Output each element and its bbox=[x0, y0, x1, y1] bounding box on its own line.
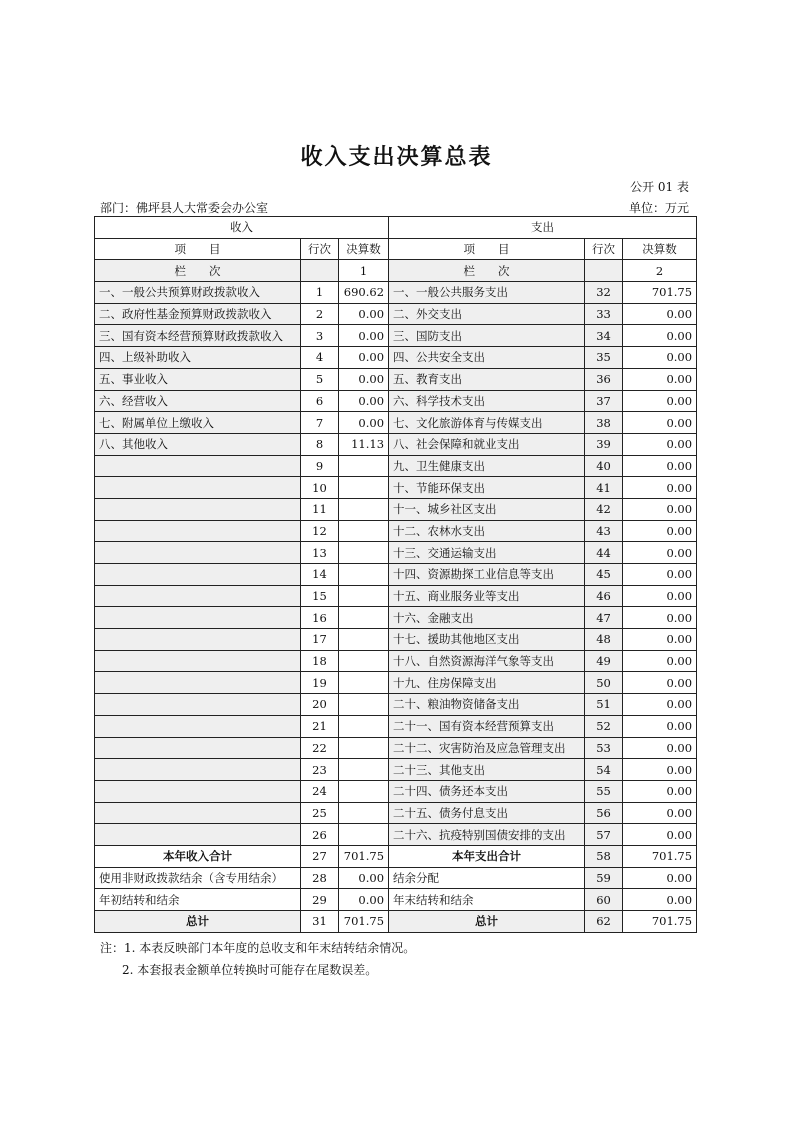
table-row bbox=[95, 477, 697, 499]
expense-row-number: 53 bbox=[585, 737, 623, 759]
expense-amount: 0.00 bbox=[623, 629, 697, 651]
grand-income-total-label: 总计 bbox=[95, 911, 301, 933]
income-amount bbox=[339, 477, 389, 499]
income-item-name: 一、一般公共预算财政拨款收入 bbox=[95, 282, 301, 304]
income-amount bbox=[339, 780, 389, 802]
expense-row-number: 34 bbox=[585, 325, 623, 347]
expense-row-number: 52 bbox=[585, 715, 623, 737]
income-amount bbox=[339, 759, 389, 781]
nonfiscal-value: 0.00 bbox=[339, 867, 389, 889]
income-item-name bbox=[95, 455, 301, 477]
table-row bbox=[95, 650, 697, 672]
expense-item-name: 三、国防支出 bbox=[389, 325, 585, 347]
table-row bbox=[95, 737, 697, 759]
income-item-name bbox=[95, 585, 301, 607]
expense-item-name: 七、文化旅游体育与传媒支出 bbox=[389, 412, 585, 434]
expense-amount: 0.00 bbox=[623, 564, 697, 586]
expense-row-number: 54 bbox=[585, 759, 623, 781]
expense-item-header: 项 目 bbox=[389, 238, 585, 260]
expense-item-name: 十五、商业服务业等支出 bbox=[389, 585, 585, 607]
expense-amount: 0.00 bbox=[623, 824, 697, 846]
expense-amount: 0.00 bbox=[623, 715, 697, 737]
table-row bbox=[95, 629, 697, 651]
expense-amount: 0.00 bbox=[623, 585, 697, 607]
income-row-number: 14 bbox=[301, 564, 339, 586]
income-item-name bbox=[95, 737, 301, 759]
expense-amount: 0.00 bbox=[623, 650, 697, 672]
income-row-number: 18 bbox=[301, 650, 339, 672]
income-row-number: 20 bbox=[301, 694, 339, 716]
expense-item-name: 十一、城乡社区支出 bbox=[389, 498, 585, 520]
expense-rowno-header: 行次 bbox=[585, 238, 623, 260]
expense-amount: 0.00 bbox=[623, 498, 697, 520]
income-row-number: 10 bbox=[301, 477, 339, 499]
income-row-number: 8 bbox=[301, 433, 339, 455]
income-item-name bbox=[95, 629, 301, 651]
expense-row-number: 47 bbox=[585, 607, 623, 629]
expense-row-number: 42 bbox=[585, 498, 623, 520]
surplus-allocation-value: 0.00 bbox=[623, 867, 697, 889]
expense-section-header: 支出 bbox=[389, 217, 697, 239]
expense-amount: 0.00 bbox=[623, 390, 697, 412]
ending-balance-value: 0.00 bbox=[623, 889, 697, 911]
income-row-number: 13 bbox=[301, 542, 339, 564]
income-row-number: 4 bbox=[301, 347, 339, 369]
expense-item-name: 八、社会保障和就业支出 bbox=[389, 433, 585, 455]
grand-expense-total-rowno: 62 bbox=[585, 911, 623, 933]
income-row-number: 7 bbox=[301, 412, 339, 434]
income-item-name bbox=[95, 780, 301, 802]
expense-row-number: 38 bbox=[585, 412, 623, 434]
expense-row-number: 36 bbox=[585, 368, 623, 390]
beginning-balance-value: 0.00 bbox=[339, 889, 389, 911]
income-row-number: 26 bbox=[301, 824, 339, 846]
income-section-header: 收入 bbox=[95, 217, 389, 239]
table-row bbox=[95, 390, 697, 412]
nonfiscal-label: 使用非财政拨款结余（含专用结余） bbox=[95, 867, 301, 889]
table-row bbox=[95, 759, 697, 781]
expense-item-name: 十四、资源勘探工业信息等支出 bbox=[389, 564, 585, 586]
income-row-number: 5 bbox=[301, 368, 339, 390]
income-item-name: 六、经营收入 bbox=[95, 390, 301, 412]
expense-amount: 0.00 bbox=[623, 477, 697, 499]
income-row-number: 21 bbox=[301, 715, 339, 737]
table-row bbox=[95, 824, 697, 846]
table-row bbox=[95, 368, 697, 390]
income-amount bbox=[339, 520, 389, 542]
income-item-name: 三、国有资本经营预算财政拨款收入 bbox=[95, 325, 301, 347]
expense-row-number: 41 bbox=[585, 477, 623, 499]
income-item-name bbox=[95, 520, 301, 542]
expense-item-name: 十八、自然资源海洋气象等支出 bbox=[389, 650, 585, 672]
expense-amount: 0.00 bbox=[623, 412, 697, 434]
income-row-number: 12 bbox=[301, 520, 339, 542]
table-row bbox=[95, 585, 697, 607]
income-item-name bbox=[95, 672, 301, 694]
expense-item-name: 四、公共安全支出 bbox=[389, 347, 585, 369]
income-item-name bbox=[95, 759, 301, 781]
income-item-name bbox=[95, 542, 301, 564]
carryover-row bbox=[95, 889, 697, 911]
income-amount bbox=[339, 737, 389, 759]
expense-column-label: 栏 次 bbox=[389, 260, 585, 282]
table-row bbox=[95, 802, 697, 824]
expense-item-name: 十七、援助其他地区支出 bbox=[389, 629, 585, 651]
footnote-2: 2. 本套报表金额单位转换时可能存在尾数误差。 bbox=[122, 963, 378, 977]
ending-balance-label: 年末结转和结余 bbox=[389, 889, 585, 911]
income-row-number: 25 bbox=[301, 802, 339, 824]
page-title: 收入支出决算总表 bbox=[300, 144, 493, 170]
expense-item-name: 二十五、债务付息支出 bbox=[389, 802, 585, 824]
income-amount: 0.00 bbox=[339, 368, 389, 390]
table-row bbox=[95, 347, 697, 369]
income-amount-header: 决算数 bbox=[339, 238, 389, 260]
expense-amount: 0.00 bbox=[623, 759, 697, 781]
income-row-number: 9 bbox=[301, 455, 339, 477]
expense-item-name: 二十、粮油物资储备支出 bbox=[389, 694, 585, 716]
expense-item-name: 二十二、灾害防治及应急管理支出 bbox=[389, 737, 585, 759]
expense-row-number: 46 bbox=[585, 585, 623, 607]
table-row bbox=[95, 412, 697, 434]
income-amount bbox=[339, 650, 389, 672]
column-index-row bbox=[95, 260, 697, 282]
expense-amount: 0.00 bbox=[623, 672, 697, 694]
income-expense-table bbox=[94, 216, 697, 933]
expense-item-name: 十、节能环保支出 bbox=[389, 477, 585, 499]
expense-row-number: 43 bbox=[585, 520, 623, 542]
surplus-allocation-label: 结余分配 bbox=[389, 867, 585, 889]
expense-row-number: 39 bbox=[585, 433, 623, 455]
expense-amount: 0.00 bbox=[623, 433, 697, 455]
expense-row-number: 51 bbox=[585, 694, 623, 716]
income-item-name bbox=[95, 694, 301, 716]
income-amount bbox=[339, 694, 389, 716]
expense-row-number: 48 bbox=[585, 629, 623, 651]
grand-expense-total-value: 701.75 bbox=[623, 911, 697, 933]
expense-row-number: 50 bbox=[585, 672, 623, 694]
expense-item-name: 二十三、其他支出 bbox=[389, 759, 585, 781]
expense-item-name: 十二、农林水支出 bbox=[389, 520, 585, 542]
income-row-number: 6 bbox=[301, 390, 339, 412]
expense-amount: 0.00 bbox=[623, 542, 697, 564]
expense-amount: 701.75 bbox=[623, 282, 697, 304]
table-row bbox=[95, 520, 697, 542]
table-row bbox=[95, 672, 697, 694]
beginning-balance-label: 年初结转和结余 bbox=[95, 889, 301, 911]
income-item-name: 二、政府性基金预算财政拨款收入 bbox=[95, 303, 301, 325]
income-item-name bbox=[95, 802, 301, 824]
year-expense-total-rowno: 58 bbox=[585, 845, 623, 867]
year-expense-total-label: 本年支出合计 bbox=[389, 845, 585, 867]
income-item-name bbox=[95, 715, 301, 737]
income-item-name bbox=[95, 477, 301, 499]
expense-item-name: 十六、金融支出 bbox=[389, 607, 585, 629]
income-row-number: 23 bbox=[301, 759, 339, 781]
table-row bbox=[95, 780, 697, 802]
income-item-name: 七、附属单位上缴收入 bbox=[95, 412, 301, 434]
expense-row-number: 33 bbox=[585, 303, 623, 325]
expense-item-name: 二十一、国有资本经营预算支出 bbox=[389, 715, 585, 737]
form-number: 公开 01 表 bbox=[630, 180, 689, 194]
income-amount bbox=[339, 715, 389, 737]
income-row-number: 1 bbox=[301, 282, 339, 304]
department-label: 部门：佛坪县人大常委会办公室 bbox=[100, 201, 269, 215]
beginning-balance-rowno: 29 bbox=[301, 889, 339, 911]
income-row-number: 19 bbox=[301, 672, 339, 694]
expense-amount: 0.00 bbox=[623, 780, 697, 802]
grand-total-row bbox=[95, 911, 697, 933]
expense-item-name: 十九、住房保障支出 bbox=[389, 672, 585, 694]
expense-item-name: 九、卫生健康支出 bbox=[389, 455, 585, 477]
expense-amount-header: 决算数 bbox=[623, 238, 697, 260]
income-row-number: 3 bbox=[301, 325, 339, 347]
income-row-number: 24 bbox=[301, 780, 339, 802]
expense-column-blank bbox=[585, 260, 623, 282]
income-amount: 690.62 bbox=[339, 282, 389, 304]
income-column-blank bbox=[301, 260, 339, 282]
income-amount: 11.13 bbox=[339, 433, 389, 455]
expense-item-name: 二十六、抗疫特别国债安排的支出 bbox=[389, 824, 585, 846]
expense-row-number: 57 bbox=[585, 824, 623, 846]
expense-amount: 0.00 bbox=[623, 694, 697, 716]
expense-amount: 0.00 bbox=[623, 607, 697, 629]
expense-item-name: 五、教育支出 bbox=[389, 368, 585, 390]
income-item-name bbox=[95, 824, 301, 846]
income-amount bbox=[339, 672, 389, 694]
income-amount bbox=[339, 542, 389, 564]
income-amount bbox=[339, 455, 389, 477]
expense-row-number: 32 bbox=[585, 282, 623, 304]
income-amount: 0.00 bbox=[339, 303, 389, 325]
expense-amount: 0.00 bbox=[623, 303, 697, 325]
table-row bbox=[95, 282, 697, 304]
expense-amount: 0.00 bbox=[623, 368, 697, 390]
expense-amount: 0.00 bbox=[623, 455, 697, 477]
expense-row-number: 35 bbox=[585, 347, 623, 369]
section-header-row bbox=[95, 217, 697, 239]
income-item-name bbox=[95, 498, 301, 520]
table-row bbox=[95, 542, 697, 564]
table-row bbox=[95, 564, 697, 586]
year-income-total-value: 701.75 bbox=[339, 845, 389, 867]
expense-amount: 0.00 bbox=[623, 802, 697, 824]
expense-item-name: 一、一般公共服务支出 bbox=[389, 282, 585, 304]
income-amount bbox=[339, 585, 389, 607]
income-item-name bbox=[95, 607, 301, 629]
income-rowno-header: 行次 bbox=[301, 238, 339, 260]
year-expense-total-value: 701.75 bbox=[623, 845, 697, 867]
year-income-total-rowno: 27 bbox=[301, 845, 339, 867]
expense-amount: 0.00 bbox=[623, 347, 697, 369]
income-row-number: 2 bbox=[301, 303, 339, 325]
grand-income-total-rowno: 31 bbox=[301, 911, 339, 933]
expense-item-name: 二十四、债务还本支出 bbox=[389, 780, 585, 802]
expense-item-name: 二、外交支出 bbox=[389, 303, 585, 325]
income-row-number: 16 bbox=[301, 607, 339, 629]
expense-item-name: 十三、交通运输支出 bbox=[389, 542, 585, 564]
footnotes bbox=[100, 937, 415, 981]
table-row bbox=[95, 694, 697, 716]
nonfiscal-rowno: 28 bbox=[301, 867, 339, 889]
income-amount bbox=[339, 824, 389, 846]
income-row-number: 22 bbox=[301, 737, 339, 759]
expense-row-number: 56 bbox=[585, 802, 623, 824]
income-amount bbox=[339, 564, 389, 586]
income-amount: 0.00 bbox=[339, 412, 389, 434]
income-item-header: 项 目 bbox=[95, 238, 301, 260]
expense-column-index: 2 bbox=[623, 260, 697, 282]
nonfiscal-row bbox=[95, 867, 697, 889]
table-row bbox=[95, 455, 697, 477]
income-item-name bbox=[95, 650, 301, 672]
income-item-name bbox=[95, 564, 301, 586]
table-row bbox=[95, 607, 697, 629]
column-header-row bbox=[95, 238, 697, 260]
income-row-number: 15 bbox=[301, 585, 339, 607]
income-amount: 0.00 bbox=[339, 325, 389, 347]
expense-row-number: 45 bbox=[585, 564, 623, 586]
table-row bbox=[95, 325, 697, 347]
ending-balance-rowno: 60 bbox=[585, 889, 623, 911]
grand-expense-total-label: 总计 bbox=[389, 911, 585, 933]
income-amount bbox=[339, 802, 389, 824]
income-amount: 0.00 bbox=[339, 347, 389, 369]
expense-item-name: 六、科学技术支出 bbox=[389, 390, 585, 412]
income-column-label: 栏 次 bbox=[95, 260, 301, 282]
income-item-name: 五、事业收入 bbox=[95, 368, 301, 390]
income-column-index: 1 bbox=[339, 260, 389, 282]
income-item-name: 八、其他收入 bbox=[95, 433, 301, 455]
year-total-row bbox=[95, 845, 697, 867]
income-row-number: 11 bbox=[301, 498, 339, 520]
income-amount bbox=[339, 498, 389, 520]
expense-amount: 0.00 bbox=[623, 325, 697, 347]
year-income-total-label: 本年收入合计 bbox=[95, 845, 301, 867]
income-amount: 0.00 bbox=[339, 390, 389, 412]
table-row bbox=[95, 433, 697, 455]
surplus-allocation-rowno: 59 bbox=[585, 867, 623, 889]
table-row bbox=[95, 498, 697, 520]
grand-income-total-value: 701.75 bbox=[339, 911, 389, 933]
expense-row-number: 40 bbox=[585, 455, 623, 477]
income-item-name: 四、上级补助收入 bbox=[95, 347, 301, 369]
expense-row-number: 49 bbox=[585, 650, 623, 672]
expense-row-number: 44 bbox=[585, 542, 623, 564]
expense-row-number: 55 bbox=[585, 780, 623, 802]
income-amount bbox=[339, 629, 389, 651]
unit-label: 单位：万元 bbox=[628, 201, 689, 215]
expense-amount: 0.00 bbox=[623, 737, 697, 759]
income-amount bbox=[339, 607, 389, 629]
expense-row-number: 37 bbox=[585, 390, 623, 412]
table-row bbox=[95, 303, 697, 325]
footnote-1: 注：1. 本表反映部门本年度的总收支和年末结转结余情况。 bbox=[100, 941, 416, 955]
income-row-number: 17 bbox=[301, 629, 339, 651]
expense-amount: 0.00 bbox=[623, 520, 697, 542]
table-row bbox=[95, 715, 697, 737]
